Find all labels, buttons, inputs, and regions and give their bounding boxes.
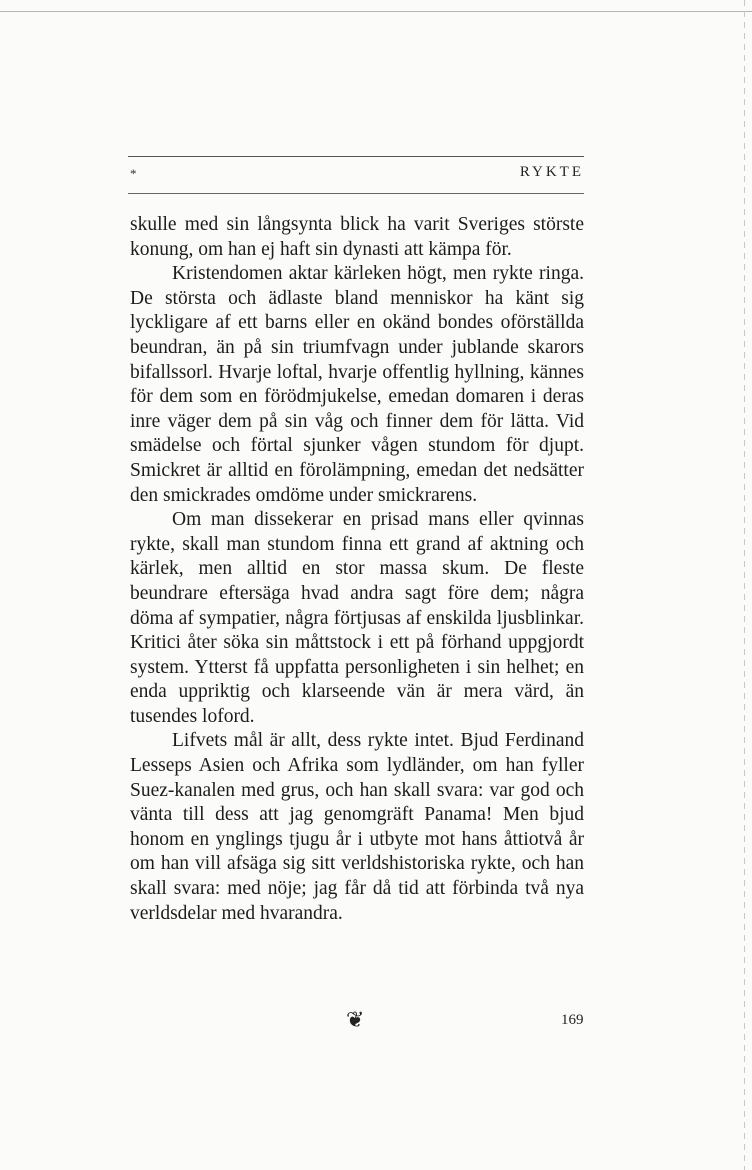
header-rule-bottom	[128, 193, 584, 194]
running-head-title: RYKTE	[519, 164, 584, 180]
scan-right-edge-line	[744, 0, 745, 1170]
page-number: 169	[561, 1012, 584, 1028]
header-asterisk-mark: *	[130, 166, 137, 181]
scan-top-edge-line	[0, 11, 752, 12]
paragraph-lifvets-mal: Lifvets mål är allt, dess rykte intet. Bjud Ferdinand Lesseps Asien och Afrika som lydländer, om han fyller Suez-kanalen med grus, och han skall svara: var god och vänta till dess att jag genomgräft Panama! Men bjud honom en ynglings tjugu år i utbyte mot hans åttiotvå år om han vill afsäga sig sitt verldshistoriska rykte, och han skall svara: med nöje; jag får då tid att förbinda två nya verldsdelar med hvarandra.	[130, 730, 584, 924]
paragraph-dissekerar: Om man dissekerar en prisad mans eller qvinnas rykte, skall man stundom finna ett grand af aktning och kärlek, men alltid en stor massa skum. De fleste beundrare eftersäga hvad andra sagt före dem; några döma af sympatier, några förtjusas af enskilda ljusblinkar. Kritici åter söka sin måttstock i ett på förhand uppgjordt system. Ytterst få uppfatta personligheten i sin helhet; en enda uppriktig och klarseende vän är mera värd, än tusendes loford.	[130, 509, 584, 727]
fleuron-ornament-icon: ❦	[346, 1007, 365, 1032]
paragraph-kristendomen: Kristendomen aktar kärleken högt, men rykte ringa. De största och ädlaste bland menniskor ha känt sig lyckligare af ett barns eller en okänd bondes oförställda beundran, än på sin triumfvagn under jublande skarors bifallssorl. Hvarje loftal, hvarje offentlig hyllning, kännes för dem som en förödmjukelse, emedan domaren i deras inre väger dem på sin våg och finner dem för lätta. Vid smädelse och förtal sjunker vågen stundom för djupt. Smickret är alltid en förolämpning, emedan det nedsätter den smickrades omdöme under smickrarens.	[130, 263, 584, 506]
header-rule-top	[128, 156, 584, 157]
paragraph-continuation: skulle med sin långsynta blick ha varit Sveriges störste konung, om han ej haft sin dynasti att kämpa för.	[130, 214, 584, 260]
body-text	[130, 213, 584, 926]
